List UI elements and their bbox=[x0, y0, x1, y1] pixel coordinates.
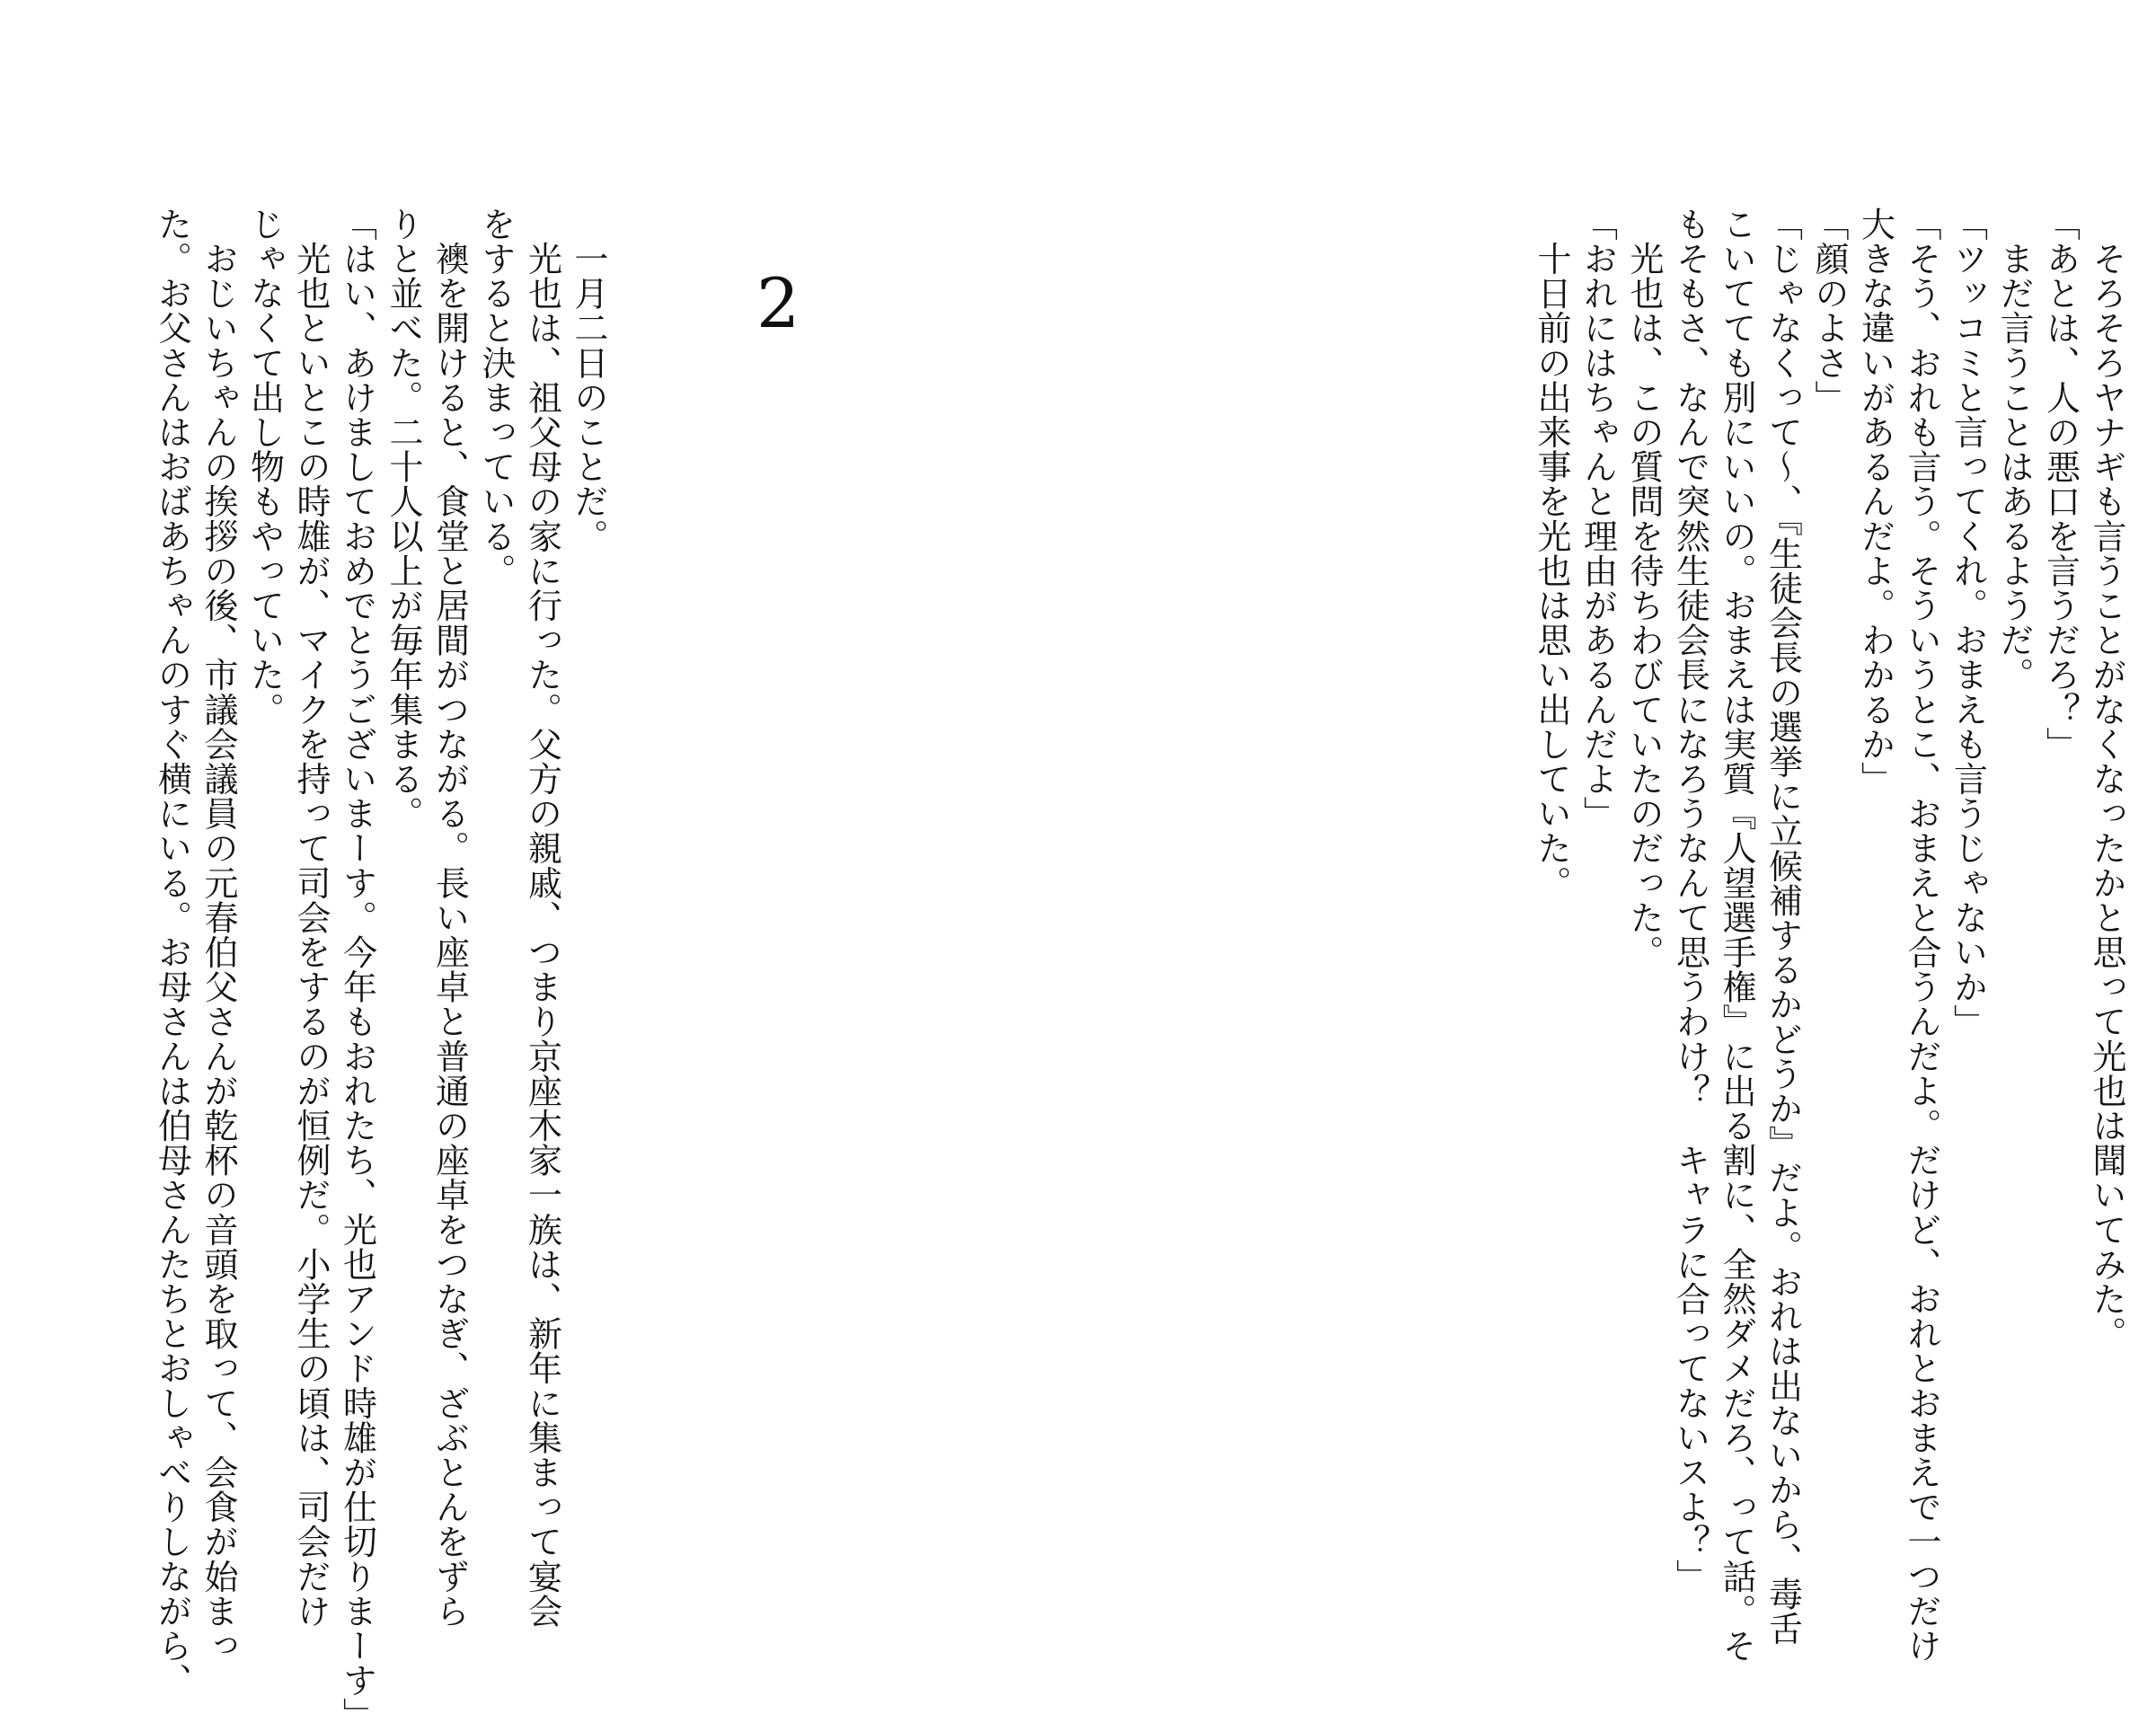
left-page-text bbox=[148, 207, 611, 1732]
paragraph: もそもさ、なんで突然生徒会長になろうなんて思うわけ？ キャラに合ってないスよ？」 bbox=[1670, 207, 1710, 1594]
paragraph: 大きな違いがあるんだよ。わかるか」 bbox=[1855, 207, 1895, 797]
paragraph: こいてても別にいいの。おまえは実質『人望選手権』に出る割に、全然ダメだろ、って話。そ bbox=[1717, 207, 1756, 1664]
paragraph: じゃなくて出し物もやっていた。 bbox=[244, 207, 285, 727]
paragraph: 十日前の出来事を光也は思い出していた。 bbox=[1532, 207, 1571, 900]
paragraph: 「はい、あけましておめでとうございまーす。今年もおれたち、光也アンド時雄が仕切りまーす」 bbox=[337, 207, 377, 1732]
paragraph: おじいちゃんの挨拶の後、市議会議員の元春伯父さんが乾杯の音頭を取って、会食が始まっ bbox=[199, 207, 238, 1664]
paragraph: 「おれにはちゃんと理由があるんだよ」 bbox=[1577, 207, 1618, 831]
chapter-number: 2 bbox=[756, 263, 800, 343]
paragraph: 「あとは、人の悪口を言うだろ？」 bbox=[2040, 207, 2081, 762]
paragraph: まだ言うことはあるようだ。 bbox=[1994, 207, 2034, 693]
paragraph: 襖を開けると、食堂と居間がつながる。長い座卓と普通の座卓をつなぎ、ざぶとんをずら bbox=[429, 207, 470, 1629]
paragraph: 「顔のよさ」 bbox=[1809, 207, 1849, 415]
paragraph: 「じゃなくって～、『生徒会長の選挙に立候補するかどうか』だよ。おれは出ないから、毒舌 bbox=[1763, 207, 1803, 1647]
paragraph: そろそろヤナギも言うことがなくなったかと思って光也は聞いてみた。 bbox=[2087, 207, 2126, 1351]
paragraph: りと並べた。二十人以上が毎年集まる。 bbox=[384, 207, 423, 831]
right-page-text bbox=[1528, 207, 2130, 1664]
paragraph: 一月二日のことだ。 bbox=[569, 207, 608, 553]
paragraph: 光也といとこの時雄が、マイクを持って司会をするのが恒例だ。小学生の頃は、司会だけ bbox=[291, 207, 331, 1629]
paragraph: 「ツッコミと言ってくれ。おまえも言うじゃないか」 bbox=[1948, 207, 1988, 1039]
paragraph: をすると決まっている。 bbox=[476, 207, 516, 588]
right-page bbox=[1078, 0, 2156, 1664]
paragraph: 光也は、この質問を待ちわびていたのだった。 bbox=[1624, 207, 1664, 970]
paragraph: 光也は、祖父母の家に行った。父方の親戚、つまり京座木家一族は、新年に集まって宴会 bbox=[522, 207, 562, 1629]
paragraph: た。お父さんはおばあちゃんのすぐ横にいる。お母さんは伯母さんたちとおしゃべりしながら、 bbox=[152, 207, 192, 1698]
paragraph: 「そう、おれも言う。そういうとこ、おまえと合うんだよ。だけど、おれとおまえで一つだけ bbox=[1902, 207, 1941, 1664]
